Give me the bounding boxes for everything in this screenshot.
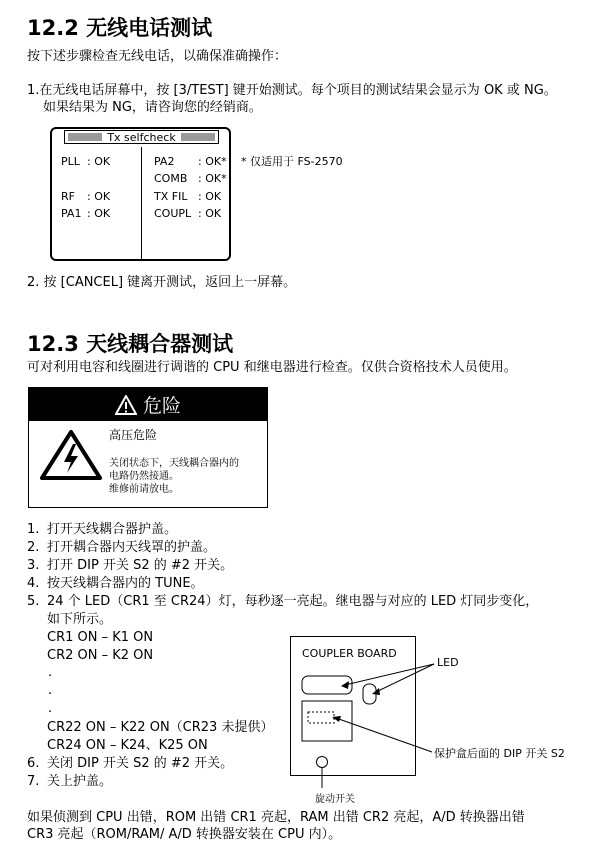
danger-heading: 危险 — [142, 395, 181, 417]
danger-subtitle: 高压危险 — [109, 428, 158, 442]
section-title-12-2: 12.2 无线电话测试 — [27, 16, 213, 40]
closing-text: 如果侦测到 CPU 出错，ROM 出错 CR1 亮起，RAM 出错 CR2 亮起，A/D 转换器出错 — [27, 810, 525, 825]
screen-item: COUPL : OK — [154, 207, 222, 220]
list-item: 5. 24 个 LED（CR1 至 CR24）灯，每秒逐一亮起。继电器与对应的 LED 灯同步变化， — [27, 594, 539, 609]
dip-switch-label: 保护盒后面的 DIP 开关 S2 — [434, 747, 565, 760]
sequence-line: CR2 ON – K2 ON — [47, 648, 154, 663]
screen-item: PA1 : OK — [61, 207, 111, 220]
sequence-dot: . — [48, 701, 53, 716]
screen-item: TX FIL : OK — [154, 190, 222, 203]
list-item: 6. 关闭 DIP 开关 S2 的 #2 开关。 — [27, 756, 234, 771]
screen-title: Tx selfcheck — [107, 130, 176, 144]
step-1-text: 1.在无线电话屏幕中，按 [3/TEST] 键开始测试。每个项目的测试结果会显示为 OK 或 NG。 — [27, 83, 557, 98]
led-label: LED — [437, 656, 459, 669]
list-item: 4. 按天线耦合器内的 TUNE。 — [27, 576, 204, 591]
sequence-dot: . — [48, 683, 53, 698]
step-2-text: 2. 按 [CANCEL] 键离开测试，返回上一屏幕。 — [27, 275, 297, 290]
section-intro: 可对利用电容和线圈进行调谐的 CPU 和继电器进行检查。仅供合资格技术人员使用。 — [27, 360, 517, 375]
step-1-cont: 如果结果为 NG，请咨询您的经销商。 — [43, 100, 262, 115]
step-5-cont: 如下所示。 — [47, 612, 113, 627]
sequence-line: CR1 ON – K1 ON — [47, 630, 154, 645]
closing-text: CR3 亮起（ROM/RAM/ A/D 转换器安装在 CPU 内）。 — [27, 827, 342, 842]
list-item: 2. 打开耦合器内天线罩的护盖。 — [27, 540, 217, 555]
rotary-switch-label: 旋动开关 — [315, 794, 355, 805]
danger-line: 维修前请放电。 — [109, 484, 179, 495]
screen-item: PA2 : OK* — [154, 155, 227, 168]
sequence-dot: . — [48, 665, 53, 680]
screen-item: RF : OK — [61, 190, 111, 203]
list-item: 3. 打开 DIP 开关 S2 的 #2 开关。 — [27, 558, 234, 573]
list-item: 7. 关上护盖。 — [27, 774, 113, 789]
screen-item: COMB : OK* — [154, 172, 227, 185]
screen-item: PLL : OK — [61, 155, 111, 168]
board-label: COUPLER BOARD — [302, 647, 397, 660]
section-title-12-3: 12.3 天线耦合器测试 — [27, 332, 234, 356]
footnote: * 仅适用于 FS-2570 — [241, 155, 343, 168]
sequence-line: CR22 ON – K22 ON（CR23 未提供） — [47, 720, 274, 735]
danger-line: 电路仍然接通。 — [109, 471, 179, 482]
section-intro: 按下述步骤检查无线电话，以确保准确操作： — [27, 49, 288, 64]
sequence-line: CR24 ON – K24、K25 ON — [47, 738, 208, 753]
list-item: 1. 打开天线耦合器护盖。 — [27, 522, 178, 537]
danger-line: 关闭状态下，天线耦合器内的 — [109, 458, 239, 469]
